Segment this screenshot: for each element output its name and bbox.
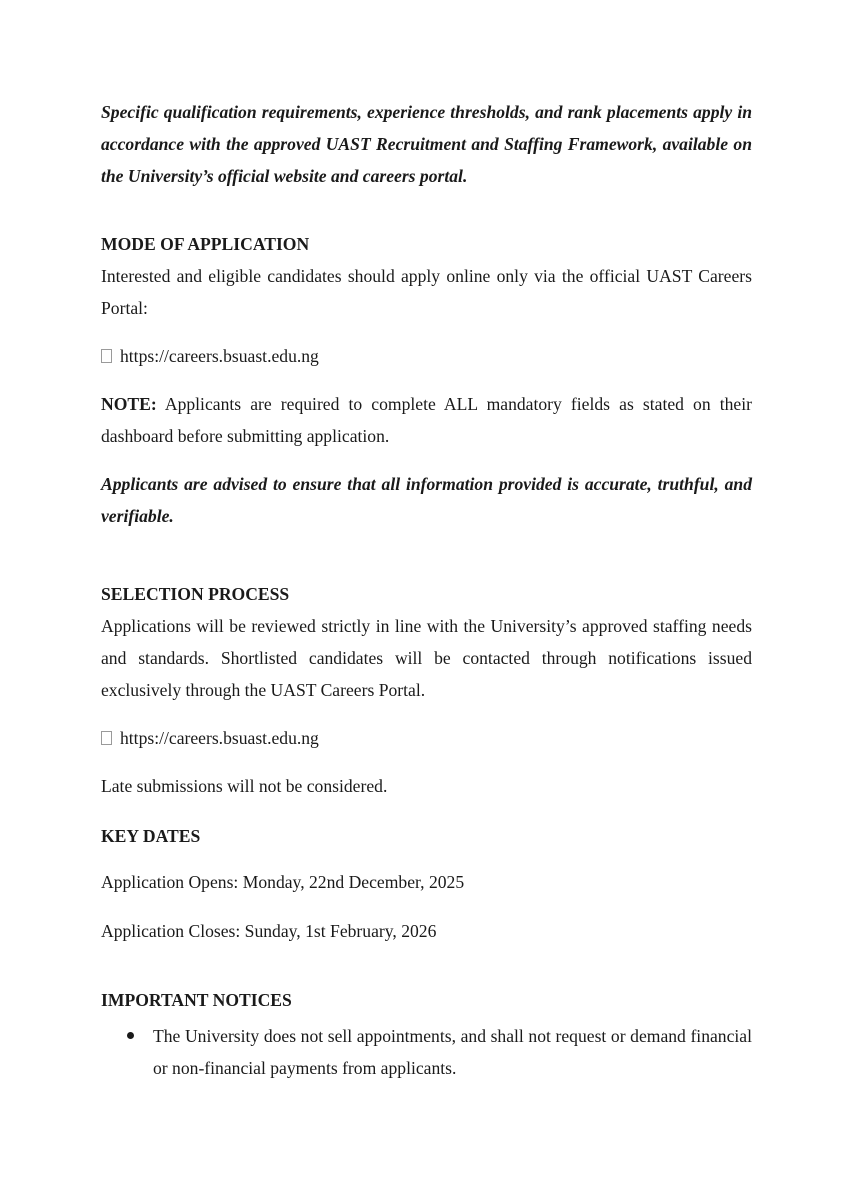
careers-portal-link[interactable]: https://careers.bsuast.edu.ng (120, 346, 319, 366)
selection-process-body: Applications will be reviewed strictly in line with the University’s approved staffing needs and standards. Shortlisted candidates will be contacted through notifications issued exclusively through the UAST Careers Portal. (101, 616, 752, 700)
selection-process-heading: SELECTION PROCESS (101, 584, 290, 604)
notice-text: The University does not sell appointments, and shall not request or demand financial or non-financial payments from applicants. (153, 1026, 752, 1078)
mode-of-application-heading: MODE OF APPLICATION (101, 234, 310, 254)
application-closes-date: Application Closes: Sunday, 1st February, 2026 (101, 921, 437, 941)
note-label: NOTE: (101, 394, 157, 414)
application-opens-date: Application Opens: Monday, 22nd December, 2025 (101, 872, 465, 892)
important-notices-list (101, 1020, 752, 1084)
key-dates-heading: KEY DATES (101, 826, 201, 846)
link-icon (101, 349, 112, 363)
note-paragraph (101, 388, 752, 452)
careers-portal-link[interactable]: https://careers.bsuast.edu.ng (120, 728, 319, 748)
important-notices-heading: IMPORTANT NOTICES (101, 990, 292, 1010)
document-page (101, 96, 752, 1084)
careers-portal-link-line-2 (101, 722, 752, 754)
careers-portal-link-line-1 (101, 340, 752, 372)
mode-of-application-body: Interested and eligible candidates should apply online only via the official UAST Careers Portal: (101, 266, 752, 318)
note-text: Applicants are required to complete ALL mandatory fields as stated on their dashboard before submitting application. (101, 394, 752, 446)
bullet-icon (127, 1032, 134, 1039)
qualification-intro: Specific qualification requirements, experience thresholds, and rank placements apply in accordance with the approved UAST Recruitment and Staffing Framework, available on the University’s official website and careers portal. (101, 102, 752, 186)
late-submission-notice: Late submissions will not be considered. (101, 776, 388, 796)
link-icon (101, 731, 112, 745)
list-item (101, 1020, 752, 1084)
accuracy-advice: Applicants are advised to ensure that all information provided is accurate, truthful, and verifiable. (101, 474, 752, 526)
